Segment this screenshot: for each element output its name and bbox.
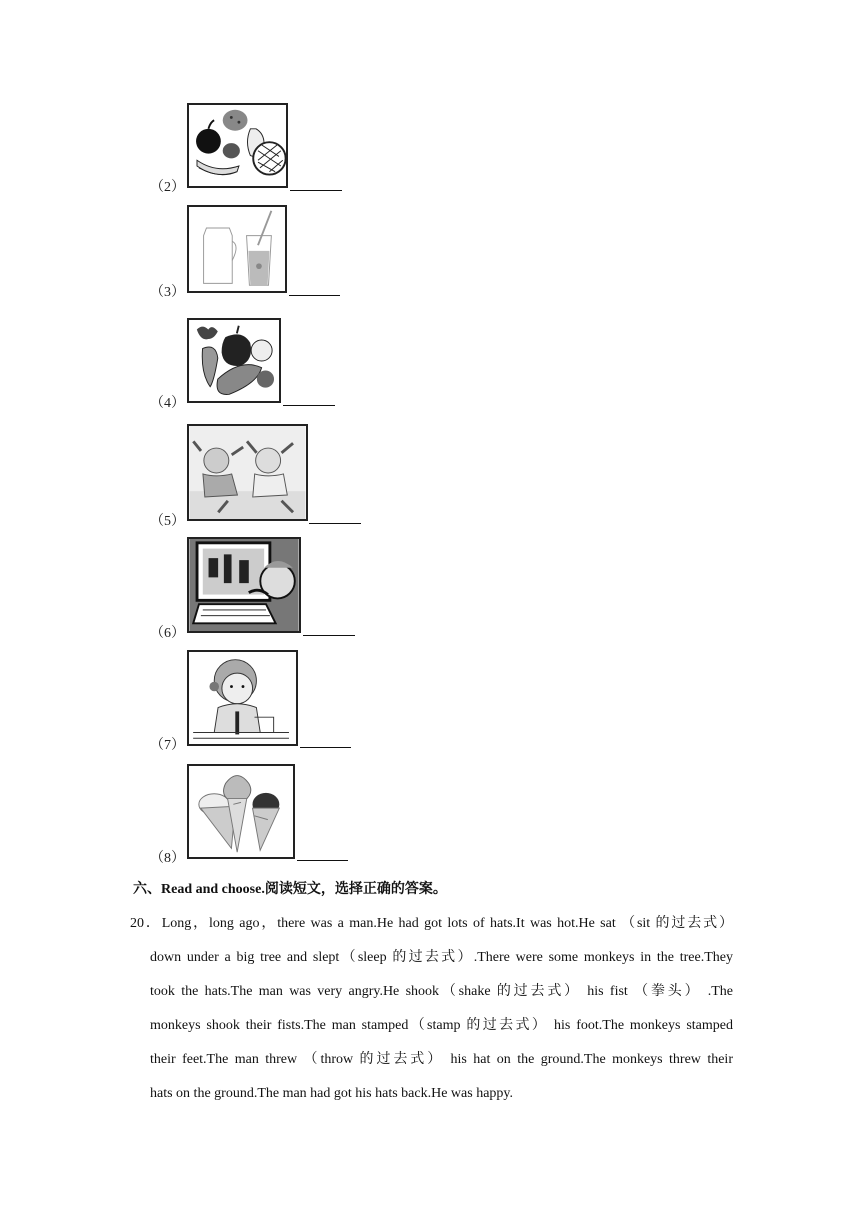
section-heading: 六、Read and choose.阅读短文，选择正确的答案。 <box>133 882 447 897</box>
juice-jug-and-glass-picture <box>187 205 287 293</box>
item-number: （4） <box>150 396 185 411</box>
answer-blank[interactable] <box>297 860 348 861</box>
fruit-basket-picture <box>187 103 288 188</box>
boy-at-computer-picture <box>187 537 301 633</box>
answer-blank[interactable] <box>283 405 335 406</box>
item-number: （6） <box>150 626 185 641</box>
children-exercising-picture <box>187 424 308 521</box>
passage-line-5: their feet.The man threw （throw 的过去式） his hat on the ground.The monkeys threw their <box>150 1052 733 1067</box>
passage-line-6: hats on the ground.The man had got his hats back.He was happy. <box>150 1086 514 1101</box>
passage-line-3: took the hats.The man was very angry.He shook（shake 的过去式） his fist （拳头） .The <box>150 984 733 999</box>
girl-reading-picture <box>187 650 298 746</box>
item-number: （3） <box>150 285 185 300</box>
item-number: （2） <box>150 180 185 195</box>
reading-passage <box>130 907 733 1111</box>
item-number: （7） <box>150 738 185 753</box>
answer-blank[interactable] <box>300 747 351 748</box>
ice-cream-cones-picture <box>187 764 295 859</box>
item-number: （5） <box>150 514 185 529</box>
answer-blank[interactable] <box>289 295 340 296</box>
passage-line-4: monkeys shook their fists.The man stamped（stamp 的过去式） his foot.The monkeys stamped <box>150 1018 733 1033</box>
answer-blank[interactable] <box>290 190 342 191</box>
answer-blank[interactable] <box>303 635 355 636</box>
passage-line-2: down under a big tree and slept（sleep 的过去式）.There were some monkeys in the tree.They <box>150 950 733 965</box>
question-number: 20． <box>130 916 162 931</box>
item-number: （8） <box>150 851 185 866</box>
answer-blank[interactable] <box>309 523 361 524</box>
vegetables-picture <box>187 318 281 403</box>
passage-line-1 <box>130 907 733 941</box>
passage-text: Long，long ago，there was a man.He had got lots of hats.It was hot.He sat （sit 的过去式） <box>161 916 733 931</box>
